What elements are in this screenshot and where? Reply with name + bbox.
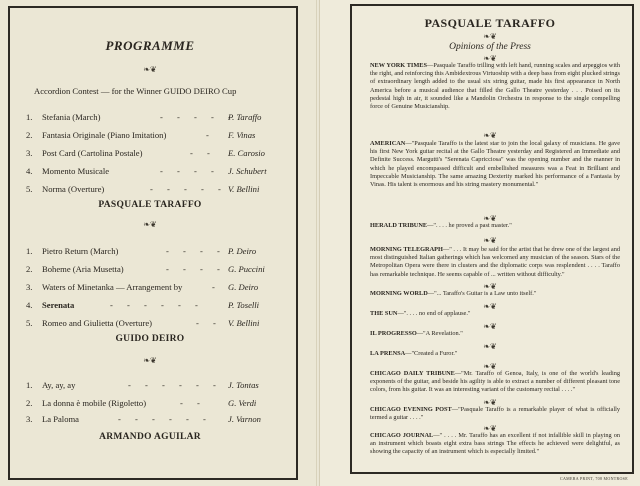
ornament-icon: ❧❦ bbox=[483, 362, 497, 371]
press-review: CHICAGO DAILY TRIBUNE—"Mr. Taraffo of Genoa, Italy, is one of the world's leading exponents of the guitar, and beside his agility is able to extract a number of different pleasant tone colors, from his guitar. It was an interesting variant of the customary recital . . . ." bbox=[370, 370, 620, 394]
left-border bbox=[8, 6, 298, 480]
ornament-icon: ❧❦ bbox=[483, 236, 497, 245]
ornament-icon: ❧❦ bbox=[483, 302, 497, 311]
performer-name: GUIDO DEIRO bbox=[115, 334, 185, 344]
ornament-icon: ❧❦ bbox=[483, 424, 497, 433]
contest-line: Accordion Contest — for the Winner GUIDO DEIRO Cup bbox=[34, 86, 237, 96]
press-review: THE SUN—". . . . no end of applause." bbox=[370, 310, 471, 317]
ornament-icon: ❧❦ bbox=[143, 356, 157, 365]
performer-name: ARMANDO AGUILAR bbox=[99, 432, 201, 442]
ornament-icon: ❧❦ bbox=[143, 65, 157, 74]
ornament-icon: ❧❦ bbox=[483, 282, 497, 291]
press-review: MORNING WORLD—"... Taraffo's Guitar is a Law unto itself." bbox=[370, 290, 537, 297]
ornament-icon: ❧❦ bbox=[483, 398, 497, 407]
press-review: IL PROGRESSO—"A Revelation." bbox=[370, 330, 463, 337]
press-review: MORNING TELEGRAPH—" . . . It may be said for the artist that he drew one of the largest and most distinguished Italian gatherings which has welcomed any musician of the season. Stars of the Metropolitan Opera were there in clusters and the diplomatic corps was resplendent . . . . Taraffo has remarkable technique. He seems capable of ... written without difficulty." bbox=[370, 246, 620, 278]
ornament-icon: ❧❦ bbox=[483, 54, 497, 63]
press-review: CHICAGO JOURNAL—" . . . . Mr. Taraffo has an excellent if not infallible skill in playing on an instrument which boasts eight extra bass strings The effects he achieved were delightful, as showing the capacity of an instrument which is especially limited." bbox=[370, 432, 620, 456]
press-review: HERALD TRIBUNE—". . . . he proved a past master." bbox=[370, 222, 512, 229]
press-review: LA PRENSA—"Created a Furor." bbox=[370, 350, 458, 357]
ornament-icon: ❧❦ bbox=[143, 220, 157, 229]
ornament-icon: ❧❦ bbox=[483, 32, 497, 41]
printer-credit: CAMERA PRINT, 708 MONTROSE bbox=[560, 476, 628, 481]
press-review: CHICAGO EVENING POST—"Pasquale Taraffo is a remarkable player of what is officially termed a guitar . . . ." bbox=[370, 406, 620, 422]
ornament-icon: ❧❦ bbox=[483, 214, 497, 223]
programme-title: PROGRAMME bbox=[105, 38, 195, 53]
page-fold bbox=[316, 0, 320, 486]
ornament-icon: ❧❦ bbox=[483, 131, 497, 140]
ornament-icon: ❧❦ bbox=[483, 322, 497, 331]
page-subtitle: Opinions of the Press bbox=[449, 42, 531, 52]
press-review: AMERICAN—"Pasquale Taraffo is the latest star to join the local galaxy of musicians. He gave his first New York guitar recital at the Gallo Theatre yesterday and Registered an Immediate and Definite Success. Margutti's "Serenata Capricciosa" was the opening number and the manner in which he played encompassed difficult and embellished measures was a Feat in Brilliant and Impeccable Musicianship. The same amazing Dexterity marked his performance of a Fantasia by Vinas. His talent is enormous and his string mastery monumental." bbox=[370, 140, 620, 189]
performer-name: PASQUALE TARAFFO bbox=[98, 200, 202, 210]
page-title: PASQUALE TARAFFO bbox=[424, 16, 556, 30]
press-review: NEW YORK TIMES—Pasquale Taraffo trilling with left hand, running scales and arpeggios with the right, and reinforcing this Ambidextrous Virtuoship with a deep bass from eight plucked strings of extraordinary length added to the usual six string guitar, made his first appearance in North America before a musical audience that filled the Gallo Theatre yesterday . . . Poised on its pedestal high in air, it sounded like a Mandolin Orchestra in response to the single compelling force of Genuine Musicianship. bbox=[370, 62, 621, 111]
ornament-icon: ❧❦ bbox=[483, 342, 497, 351]
